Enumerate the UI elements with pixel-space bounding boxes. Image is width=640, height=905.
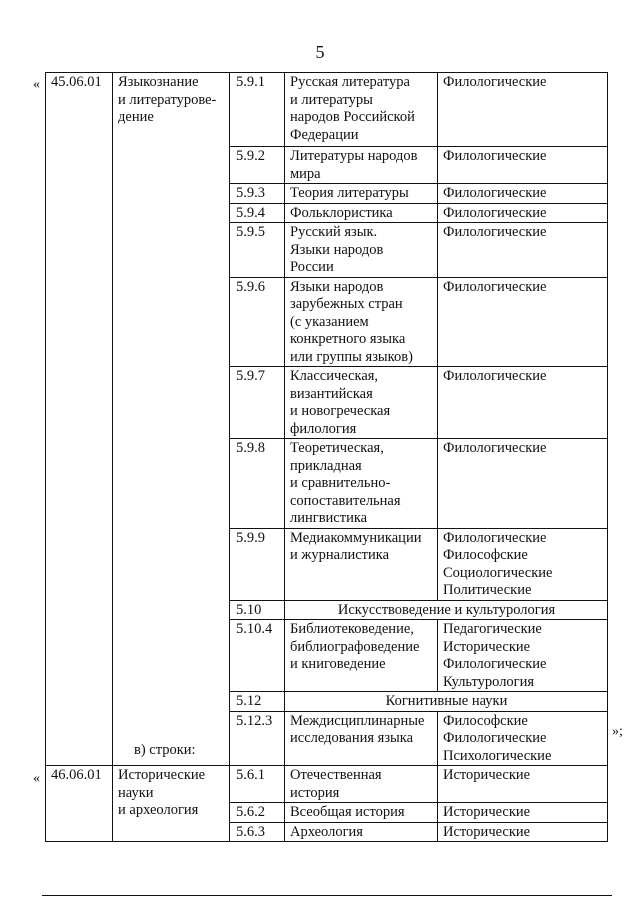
program-code: 46.06.01 [46,766,113,842]
program-name: Языкознание и литературове- дение [113,73,230,766]
section-subheading: в) строки: [134,742,196,758]
specialty-code: 5.6.3 [230,822,285,842]
specialty-code: 5.9.1 [230,73,285,147]
specialty-code: 5.9.9 [230,528,285,600]
specialty-code: 5.9.4 [230,203,285,223]
program-code: 45.06.01 [46,73,113,766]
science-branch: Филологические [438,223,608,278]
specialty-name: Языки народов зарубежных стран (с указанием конкретного языка или группы языков) [285,277,438,367]
specialty-code: 5.9.3 [230,184,285,204]
science-branch: Исторические [438,822,608,842]
specialty-name: Русская литература и литературы народов Российской Федерации [285,73,438,147]
table-row [46,73,608,147]
section-code: 5.10 [230,600,285,620]
specialty-name: Теоретическая, прикладная и сравнительно- сопоставительная лингвистика [285,439,438,529]
program-name: Исторические науки и археология [113,766,230,842]
science-branch: Филологические [438,203,608,223]
section-code: 5.12 [230,692,285,712]
science-branch: Филологические [438,367,608,439]
specialty-code: 5.9.8 [230,439,285,529]
opening-quote: « [33,77,40,92]
specialty-code: 5.6.1 [230,766,285,803]
specialty-name: Фольклористика [285,203,438,223]
science-branch: Филологические [438,439,608,529]
specialty-name: Русский язык. Языки народов России [285,223,438,278]
opening-quote: « [33,771,40,786]
closing-quote: »; [612,724,623,739]
specialty-name: Медиакоммуникации и журналистика [285,528,438,600]
specialties-table-1 [45,72,608,766]
science-branch: Философские Филологические Психологические [438,711,608,766]
specialty-name: Всеобщая история [285,803,438,823]
science-branch: Филологические [438,73,608,147]
specialty-name: Классическая, византийская и новогреческая филология [285,367,438,439]
specialty-name: Междисциплинарные исследования языка [285,711,438,766]
science-branch: Исторические [438,766,608,803]
specialty-name: Литературы народов мира [285,147,438,184]
science-branch: Филологические [438,147,608,184]
page-number: 5 [315,42,325,62]
specialty-code: 5.9.6 [230,277,285,367]
page-bottom-rule [42,895,612,896]
specialty-name: Отечественная история [285,766,438,803]
specialty-code: 5.12.3 [230,711,285,766]
specialty-code: 5.10.4 [230,620,285,692]
specialty-name: Теория литературы [285,184,438,204]
section-title: Когнитивные науки [285,692,608,712]
specialty-code: 5.6.2 [230,803,285,823]
science-branch: Филологические Философские Социологические Политические [438,528,608,600]
science-branch: Исторические [438,803,608,823]
specialty-name: Археология [285,822,438,842]
section-title: Искусствоведение и культурология [285,600,608,620]
specialty-code: 5.9.5 [230,223,285,278]
specialties-table-2 [45,765,608,842]
specialty-code: 5.9.7 [230,367,285,439]
specialty-name: Библиотековедение, библиографоведение и книговедение [285,620,438,692]
table-row [46,766,608,803]
specialty-code: 5.9.2 [230,147,285,184]
science-branch: Филологические [438,184,608,204]
science-branch: Филологические [438,277,608,367]
science-branch: Педагогические Исторические Филологические Культурология [438,620,608,692]
